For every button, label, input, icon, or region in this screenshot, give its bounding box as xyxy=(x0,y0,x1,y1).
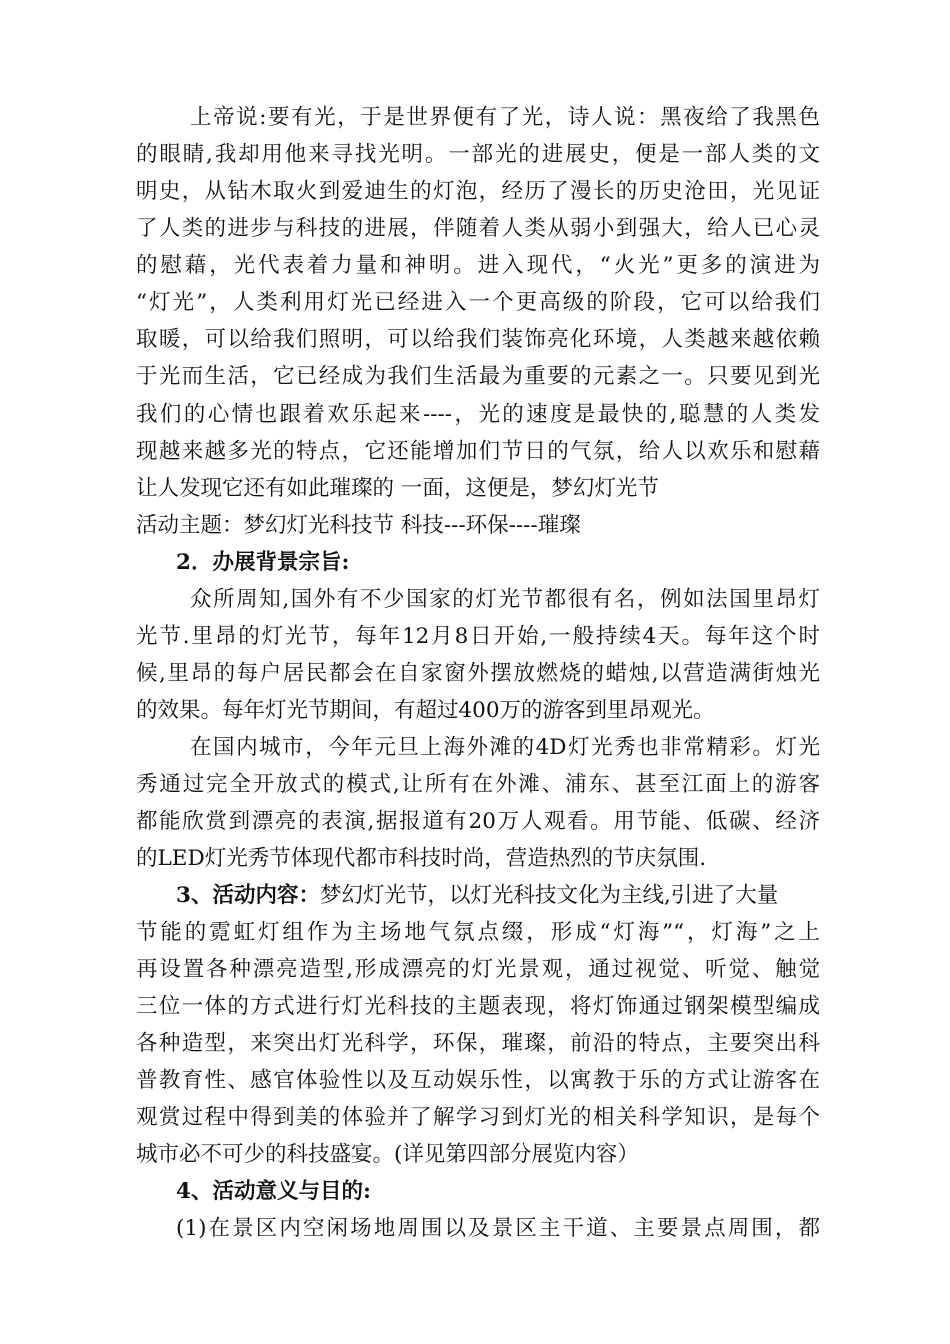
section2-p2-line-3: 都能欣赏到漂亮的表演,据报道有20万人观看。用节能、低碳、经济 xyxy=(136,809,820,834)
section2-heading: 2．办展背景宗旨: xyxy=(176,550,350,575)
section4-line-1: (1)在景区内空闲场地周围以及景区主干道、主要景点周围，都 xyxy=(176,1216,820,1241)
section3-line-2: 节能的霓虹灯组作为主场地气氛点缀，形成“灯海”“，灯海”之上 xyxy=(136,920,820,945)
section2-p2-line-1: 在国内城市，今年元旦上海外滩的4D灯光秀也非常精彩。灯光 xyxy=(190,735,820,760)
section3-line-7: 观赏过程中得到美的体验并了解学习到灯光的相关科学知识，是每个 xyxy=(136,1105,820,1130)
section2-p2-line-2: 秀通过完全开放式的模式,让所有在外滩、浦东、甚至江面上的游客 xyxy=(136,772,820,797)
section2-p1-line-4: 的效果。每年灯光节期间，有超过400万的游客到里昂观光。 xyxy=(136,698,715,723)
intro-line-7: 取暖，可以给我们照明，可以给我们装饰亮化环境，人类越来越依赖 xyxy=(136,327,820,352)
intro-line-4: 了人类的进步与科技的进展，伴随着人类从弱小到强大，给人已心灵 xyxy=(136,216,820,241)
intro-line-11: 让人发现它还有如此璀璨的 一面，这便是，梦幻灯光节 xyxy=(136,476,659,501)
intro-line-5: 的慰藉，光代表着力量和神明。进入现代，“火光”更多的演进为 xyxy=(136,253,820,278)
section3-line-8: 城市必不可少的科技盛宴。(详见第四部分展览内容） xyxy=(136,1142,639,1167)
section3-line-5: 各种造型，来突出灯光科学，环保，璀璨，前沿的特点，主要突出科 xyxy=(136,1031,820,1056)
intro-line-1: 上帝说:要有光，于是世界便有了光，诗人说：黑夜给了我黑色 xyxy=(190,105,820,130)
intro-line-10: 现越来越多光的特点，它还能增加们节日的气氛，给人以欢乐和慰藉 xyxy=(136,439,820,464)
section3-line-1 xyxy=(176,878,820,914)
section2-p2-line-4: 的LED灯光秀节体现代都市科技时尚，营造热烈的节庆氛围. xyxy=(136,846,707,871)
section3-line-1-text: 梦幻灯光节，以灯光科技文化为主线,引进了大量 xyxy=(319,883,779,908)
section3-line-3: 再设置各种漂亮造型,形成漂亮的灯光景观，通过视觉、听觉、触觉 xyxy=(136,957,820,982)
section2-p1-line-3: 候,里昂的每户居民都会在自家窗外摆放燃烧的蜡烛,以营造满街烛光 xyxy=(136,661,820,686)
section3-heading: 3、活动内容： xyxy=(176,883,320,908)
section3-line-6: 普教育性、感官体验性以及互动娱乐性，以寓教于乐的方式让游客在 xyxy=(136,1068,820,1093)
activity-theme: 活动主题：梦幻灯光科技节 科技---环保----璀璨 xyxy=(136,513,581,538)
intro-line-9: 我们的心情也跟着欢乐起来----，光的速度是最快的,聪慧的人类发 xyxy=(136,402,820,427)
intro-line-8: 于光而生活，它已经成为我们生活最为重要的元素之一。只要见到光 xyxy=(136,364,820,389)
section3-line-4: 三位一体的方式进行灯光科技的主题表现，将灯饰通过钢架模型编成 xyxy=(136,994,820,1019)
section2-p1-line-1: 众所周知,国外有不少国家的灯光节都很有名，例如法国里昂灯 xyxy=(190,587,820,612)
intro-line-2: 的眼睛,我却用他来寻找光明。一部光的进展史，便是一部人类的文 xyxy=(136,142,820,167)
intro-line-3: 明史，从钻木取火到爱迪生的灯泡，经历了漫长的历史沧田，光见证 xyxy=(136,179,820,204)
section4-heading: 4、活动意义与目的: xyxy=(176,1179,371,1204)
intro-line-6: “灯光”，人类利用灯光已经进入一个更高级的阶段，它可以给我们 xyxy=(136,290,820,315)
section2-p1-line-2: 光节.里昂的灯光节，每年12月8日开始,一般持续4天。每年这个时 xyxy=(136,624,820,649)
